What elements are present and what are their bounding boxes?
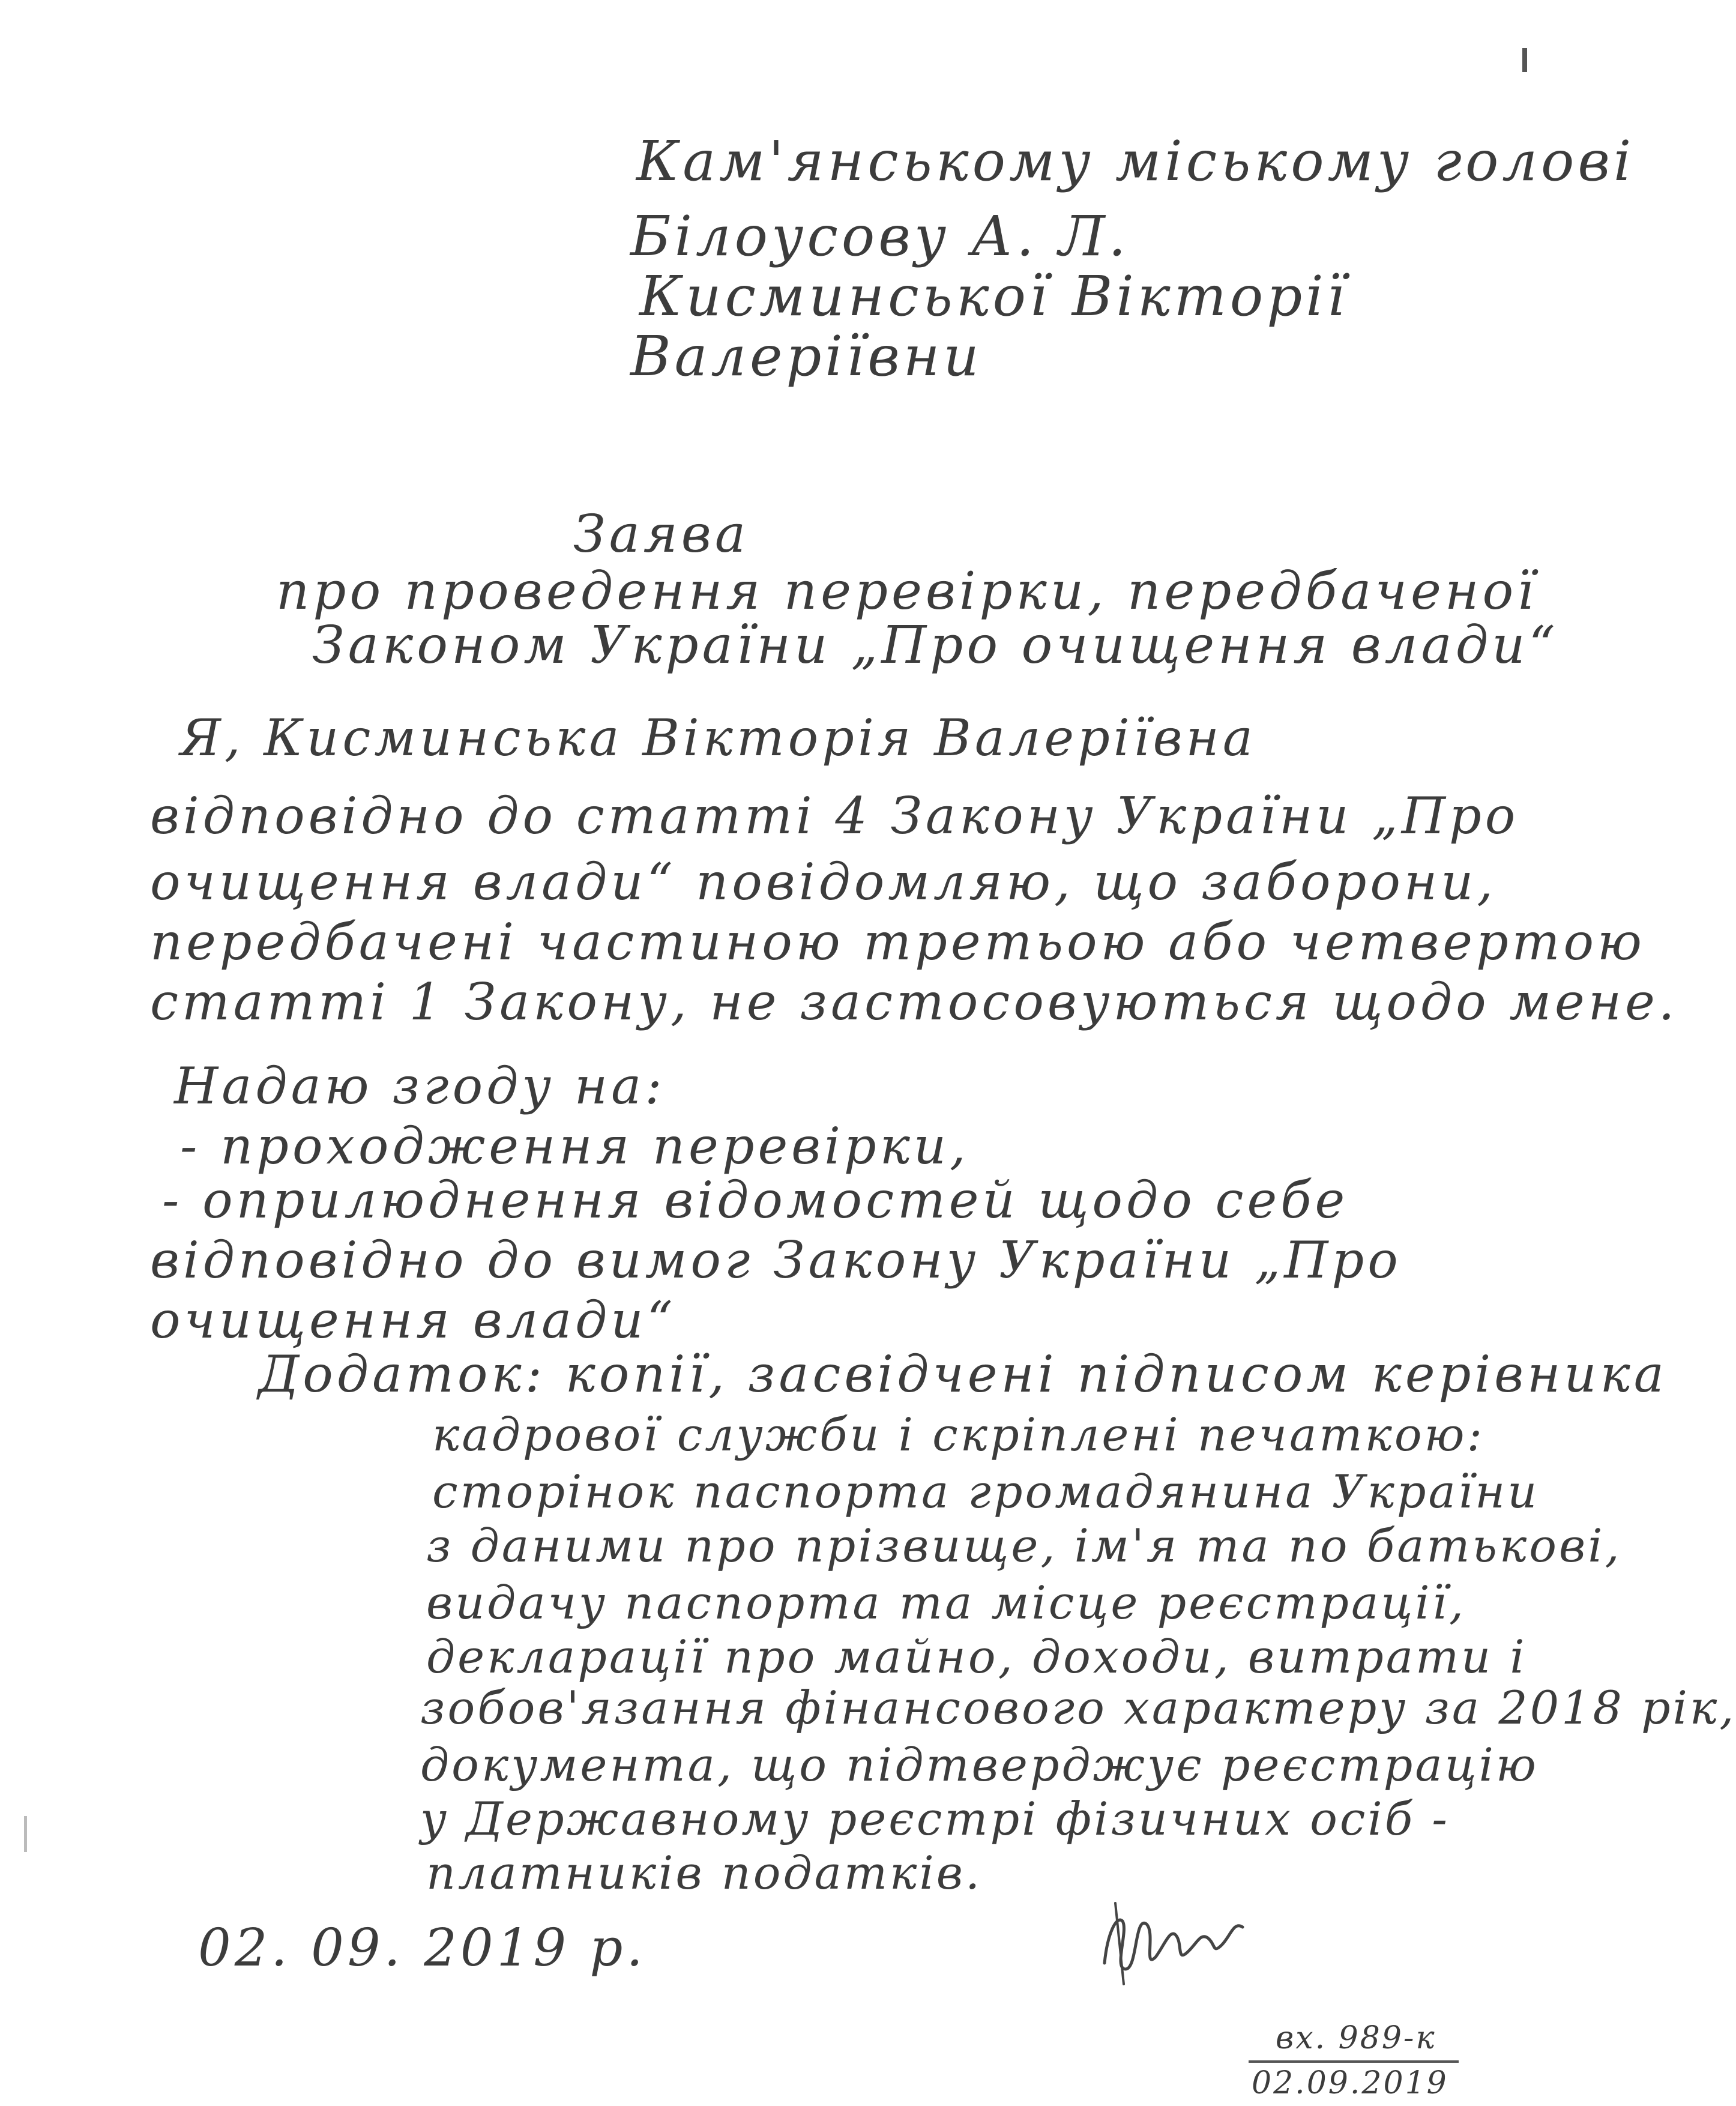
attachment-line-9: платників податків. bbox=[426, 1846, 983, 1899]
consent-heading: Надаю згоду на: bbox=[174, 1057, 666, 1115]
scan-edge-mark-left bbox=[24, 1816, 27, 1852]
signature bbox=[1080, 1879, 1261, 1999]
attachment-line-8: у Державному реєстрі фізичних осіб - bbox=[420, 1792, 1450, 1845]
registration-divider bbox=[1249, 2060, 1459, 2063]
consent-item-4: очищення влади“ bbox=[150, 1291, 677, 1350]
body-line-3: очищення влади“ повідомляю, що заборони, bbox=[150, 852, 1497, 911]
addressee-line-3: Кисминської Вікторії bbox=[639, 264, 1349, 328]
attachment-line-7: документа, що підтверджує реєстрацію bbox=[420, 1738, 1539, 1791]
attachment-line-2: сторінок паспорта громадянина України bbox=[432, 1465, 1540, 1518]
attachment-line-6: зобов'язання фінансового характеру за 2018 рік, bbox=[420, 1681, 1736, 1734]
attachment-line-1: кадрової служби і скріплені печаткою: bbox=[432, 1408, 1485, 1461]
document-date: 02. 09. 2019 р. bbox=[198, 1918, 646, 1978]
addressee-line-2: Білоусову А. Л. bbox=[630, 204, 1130, 268]
registration-date: 02.09.2019 bbox=[1252, 2065, 1448, 2101]
title-line-2: Законом України „Про очищення влади“ bbox=[312, 615, 1559, 675]
consent-item-2: - оприлюднення відомостей щодо себе bbox=[162, 1171, 1349, 1230]
body-line-2: відповідно до статті 4 Закону України „Про bbox=[150, 786, 1519, 845]
scan-edge-mark-top bbox=[1522, 48, 1527, 72]
addressee-line-1: Кам'янському міському голові bbox=[636, 129, 1635, 193]
consent-item-3: відповідно до вимог Закону України „Про bbox=[150, 1231, 1402, 1290]
attachment-label: Додаток: копії, засвідчені підписом керівника bbox=[258, 1345, 1668, 1404]
attachment-line-3: з даними про прізвище, ім'я та по батькові, bbox=[426, 1519, 1622, 1572]
registration-number: вх. 989-к bbox=[1276, 2020, 1436, 2056]
body-line-4: передбачені частиною третьою або четвертою bbox=[150, 913, 1645, 971]
attachment-line-4: видачу паспорта та місце реєстрації, bbox=[426, 1576, 1466, 1629]
title-line-1: про проведення перевірки, передбаченої bbox=[276, 561, 1537, 621]
body-line-5: статті 1 Закону, не застосовуються щодо мене. bbox=[150, 973, 1678, 1031]
body-line-1: Я, Кисминська Вікторія Валеріївна bbox=[180, 708, 1256, 767]
document-heading: Заява bbox=[573, 504, 750, 564]
addressee-line-4: Валеріївни bbox=[630, 324, 983, 388]
consent-item-1: - проходження перевірки, bbox=[180, 1117, 969, 1175]
attachment-line-5: декларації про майно, доходи, витрати і bbox=[426, 1630, 1527, 1683]
